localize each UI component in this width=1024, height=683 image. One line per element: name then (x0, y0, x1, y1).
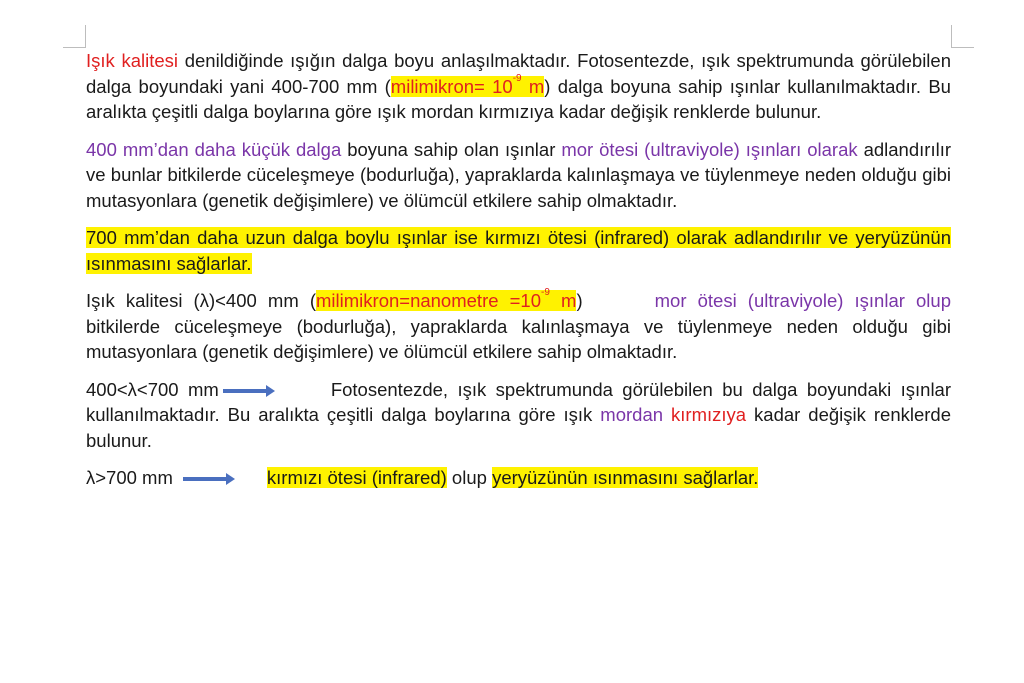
lambda-less-400: Işık kalitesi (λ)<400 mm ( (86, 290, 317, 311)
paragraph-uv-summary (86, 288, 951, 365)
text: boyuna sahip olan ışınlar (341, 138, 562, 160)
infrared-highlight: kırmızı ötesi (infrared) (266, 467, 447, 488)
text: ) dalga boyuna sahip ışınlar kullanılmaktadır. Bu aralıkta çeşitli dalga boylarına göre ışık mordan kırmızıya kadar değişik renklerde bulunur. (86, 75, 951, 122)
paragraph-infrared (86, 225, 951, 276)
text: Fotosentezde, ışık spektrumunda görülebilen bu dalga boyundaki ışınlar kullanılmaktadır. Bu aralıkta çeşitli dalga boylarına göre ışık (86, 378, 951, 425)
paragraph-visible-summary (86, 377, 951, 454)
page-corner-mark-right (951, 25, 974, 48)
lambda-range-400-700: 400<λ<700 mm (86, 378, 219, 400)
unit-highlight (316, 287, 577, 311)
term-violet: mordan (600, 404, 664, 425)
unit-highlight (390, 72, 545, 97)
paragraph-infrared-summary (86, 465, 951, 491)
page-corner-mark-left (63, 25, 86, 48)
warming-highlight: yeryüzünün ısınmasını sağlarlar. (492, 467, 759, 488)
infrared-highlight: 700 mm’dan daha uzun dalga boylu ışınlar ise kırmızı ötesi (infrared) olarak adlandırılır ve yeryüzünün ısınmasını sağlarlar. (86, 227, 951, 274)
text: adlandırılır ve bunlar bitkilerde cüceleşmeye (bodurluğa), yapraklarda kalınlaşmaya ve tüylenmeye neden olduğu gibi mutasyonlara (genetik değişimlere) ve ölümcül etkilere sahip olmaktadır. (86, 138, 951, 211)
unit-end: m (521, 75, 545, 97)
paragraph-ultraviolet (86, 137, 951, 214)
right-arrow-icon (183, 473, 235, 485)
unit-text: milimikron= 10 (390, 75, 513, 97)
text: kadar değişik renklerde bulunur. (86, 404, 952, 451)
unit-text: milimikron=nanometre =10 (316, 290, 542, 311)
document-page (86, 48, 951, 503)
term-ultraviolet: mor ötesi (ultraviyole) ışınları olarak (561, 138, 858, 160)
text: ) (576, 290, 583, 311)
exponent: -9 (512, 72, 522, 84)
lambda-greater-700: λ>700 mm (86, 467, 173, 488)
text: bitkilerde cüceleşmeye (bodurluğa), yapraklarda kalınlaşmaya ve tüylenmeye neden olduğu gibi mutasyonlara (genetik değişimlere) ve ölümcül etkilere sahip olmaktadır. (86, 315, 951, 362)
text: denildiğinde ışığın dalga boyu anlaşılmaktadır. Fotosentezde, ışık spektrumunda görülebilen dalga boyundaki yani 400-700 mm ( (86, 50, 951, 97)
text: olup (446, 467, 493, 488)
unit-end: m (549, 290, 577, 311)
paragraph-light-quality (86, 48, 951, 125)
term-light-quality: Işık kalitesi (86, 50, 179, 71)
right-arrow-icon (223, 385, 275, 397)
term-short-wave: 400 mm’dan daha küçük dalga (86, 138, 342, 160)
exponent: -9 (541, 287, 550, 298)
term-red: kırmızıya (671, 404, 747, 425)
term-ultraviolet: mor ötesi (ultraviyole) ışınlar olup (654, 290, 951, 311)
